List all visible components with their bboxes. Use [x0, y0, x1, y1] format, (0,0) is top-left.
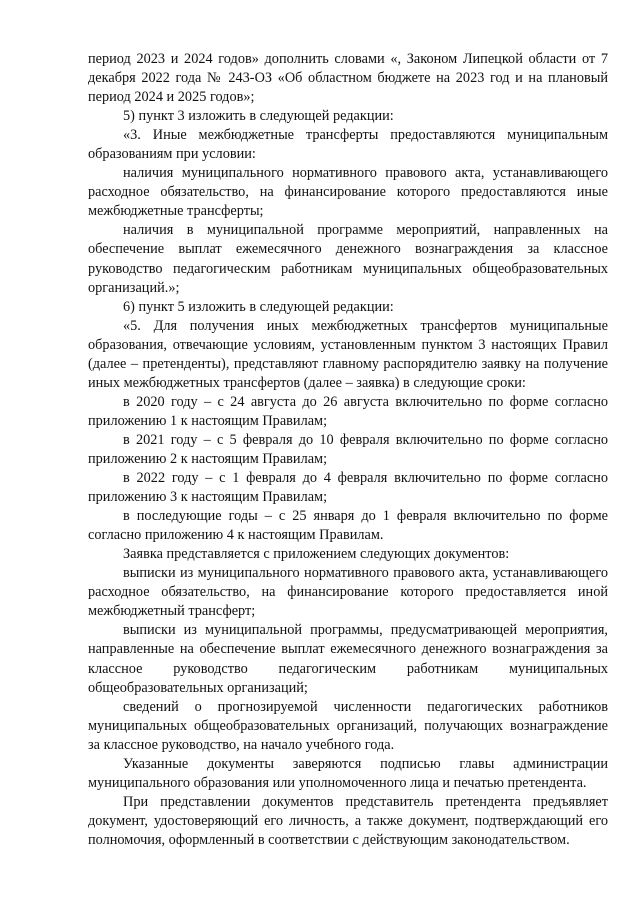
paragraph-condition-program: наличия в муниципальной программе мероприятий, направленных на обеспечение выплат ежемесячного денежного вознаграждения за классное руководство педагогическим работникам муниципальных общеобразовательных организаций.»; — [88, 222, 608, 296]
paragraph-certification: Указанные документы заверяются подписью главы администрации муниципального образования или уполномоченного лица и печатью претендента. — [88, 755, 608, 791]
paragraph-deadline-2022: в 2022 году – с 1 февраля до 4 февраля включительно по форме согласно приложению 3 к настоящим Правилам; — [88, 470, 608, 506]
paragraph-budget-law-amendment: период 2023 и 2024 годов» дополнить словами «, Законом Липецкой области от 7 декабря 2022 года № 243-ОЗ «Об областном бюджете на 2023 год и на плановый период 2024 и 2025 годов»; — [88, 51, 608, 106]
paragraph-doc-program-extract: выписки из муниципальной программы, предусматривающей мероприятия, направленные на обеспечение выплат ежемесячного денежного вознаграждения за классное руководство педагогическим работникам муниципальных общеобразовательных организаций; — [88, 622, 608, 696]
paragraph-deadline-2020: в 2020 году – с 24 августа до 26 августа включительно по форме согласно приложению 1 к настоящим Правилам; — [88, 393, 608, 429]
paragraph-documents-intro: Заявка представляется с приложением следующих документов: — [123, 546, 510, 563]
paragraph-clause-5-intro: «5. Для получения иных межбюджетных трансфертов муниципальные образования, отвечающие условиям, установленным пунктом 3 настоящих Правил (далее – претенденты), представляют главному распорядителю заявку на получение иных межбюджетных трансфертов (далее – заявка) в следующие сроки: — [88, 317, 608, 391]
paragraph-condition-legal-act: наличия муниципального нормативного правового акта, устанавливающего расходное обязательство, на финансирование которого предоставляются иные межбюджетные трансферты; — [88, 165, 608, 220]
document-page — [88, 50, 608, 850]
paragraph-deadline-2021: в 2021 году – с 5 февраля до 10 февраля включительно по форме согласно приложению 2 к настоящим Правилам; — [88, 431, 608, 467]
paragraph-doc-legal-act-extract: выписки из муниципального нормативного правового акта, устанавливающего расходное обязательство, на финансирование которого предоставляется иной межбюджетный трансферт; — [88, 565, 608, 620]
paragraph-item-6-heading: 6) пункт 5 изложить в следующей редакции: — [123, 298, 394, 315]
paragraph-clause-3-intro: «3. Иные межбюджетные трансферты предоставляются муниципальным образованиям при условии: — [88, 127, 608, 163]
paragraph-identity-documents: При представлении документов представитель претендента предъявляет документ, удостоверяющий его личность, а также документ, подтверждающий его полномочия, оформленный в соответствии с действующим законодательством. — [88, 793, 608, 848]
paragraph-item-5-heading: 5) пункт 3 изложить в следующей редакции: — [123, 108, 394, 125]
paragraph-doc-staff-forecast: сведений о прогнозируемой численности педагогических работников муниципальных общеобразовательных организаций, получающих вознаграждение за классное руководство, на начало учебного года. — [88, 698, 608, 753]
paragraph-deadline-subsequent: в последующие годы – с 25 января до 1 февраля включительно по форме согласно приложению 4 к настоящим Правилам. — [88, 508, 608, 544]
